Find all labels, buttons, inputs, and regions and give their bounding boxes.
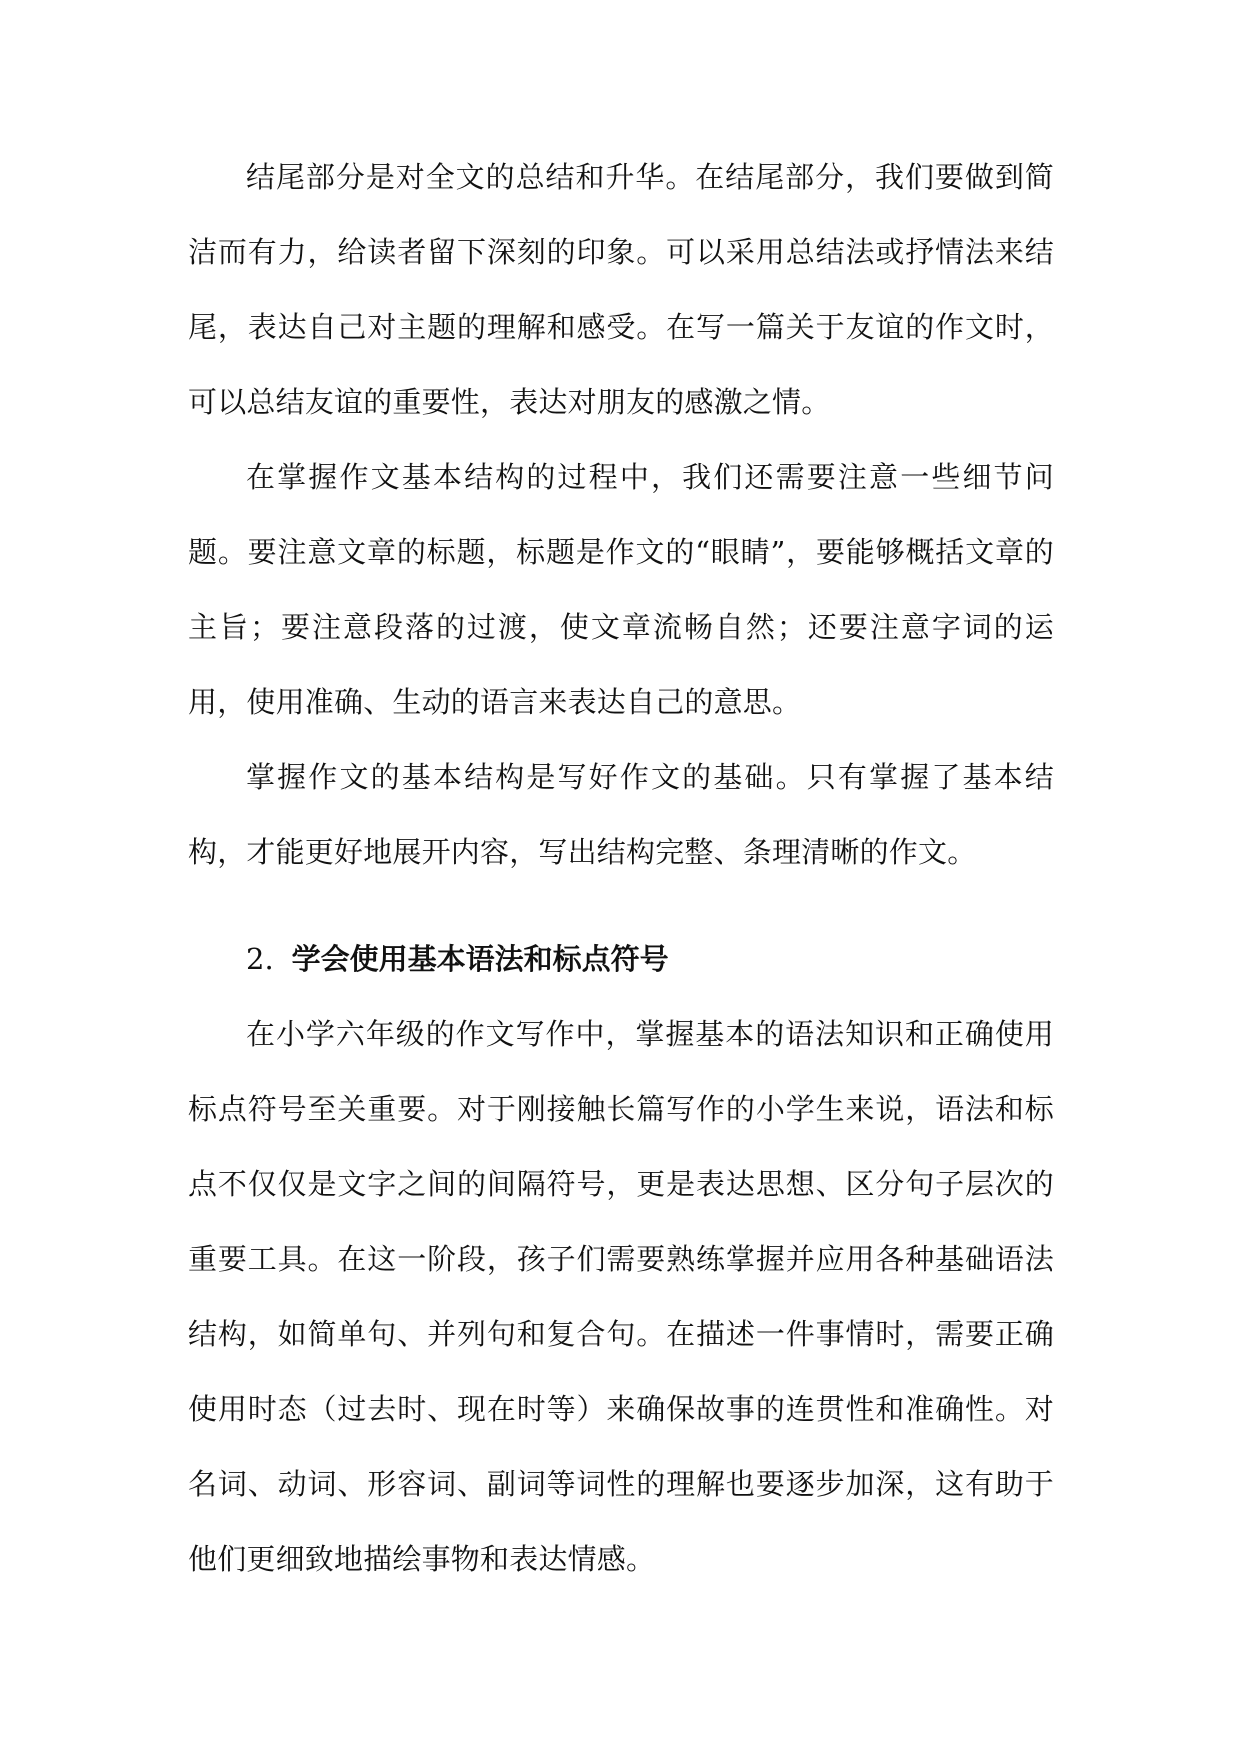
section-title: 学会使用基本语法和标点符号: [291, 942, 669, 976]
section-heading: [188, 922, 1054, 997]
paragraph-conclusion: 结尾部分是对全文的总结和升华。在结尾部分，我们要做到简洁而有力，给读者留下深刻的印象。可以采用总结法或抒情法来结尾，表达自己对主题的理解和感受。在写一篇关于友谊的作文时，可以总结友谊的重要性，表达对朋友的感激之情。: [188, 160, 1054, 419]
paragraph-grammar: 在小学六年级的作文写作中，掌握基本的语法知识和正确使用标点符号至关重要。对于刚接触长篇写作的小学生来说，语法和标点不仅仅是文字之间的间隔符号，更是表达思想、区分句子层次的重要工具。在这一阶段，孩子们需要熟练掌握并应用各种基础语法结构，如简单句、并列句和复合句。在描述一件事情时，需要正确使用时态（过去时、现在时等）来确保故事的连贯性和准确性。对名词、动词、形容词、副词等词性的理解也要逐步加深，这有助于他们更细致地描绘事物和表达情感。: [188, 1017, 1054, 1576]
paragraph-summary: 掌握作文的基本结构是写好作文的基础。只有掌握了基本结构，才能更好地展开内容，写出结构完整、条理清晰的作文。: [188, 760, 1054, 869]
section-number: 2.: [246, 942, 274, 976]
section-spacer: [188, 890, 1054, 922]
paragraph-details: 在掌握作文基本结构的过程中，我们还需要注意一些细节问题。要注意文章的标题，标题是作文的“眼睛”，要能够概括文章的主旨；要注意段落的过渡，使文章流畅自然；还要注意字词的运用，使用准确、生动的语言来表达自己的意思。: [188, 460, 1054, 719]
document-body: [188, 140, 1054, 1597]
